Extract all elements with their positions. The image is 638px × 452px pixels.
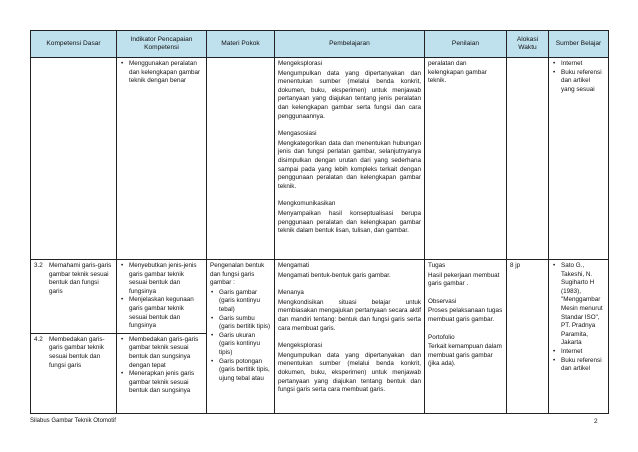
header-indikator: Indikator Pencapaian Kompetensi: [117, 31, 207, 58]
header-materi-pokok: Materi Pokok: [207, 31, 275, 58]
indikator-cell: [117, 260, 207, 334]
alokasi-cell: [507, 260, 549, 414]
assessment-text: Hasil pekerjaan membuat garis gambar .: [428, 271, 500, 288]
time-allocation: 8 jp: [510, 262, 521, 269]
alokasi-cell: [507, 58, 549, 260]
header-row: [31, 31, 609, 58]
penilaian-cell: [425, 58, 507, 260]
activity-heading: Mengamati: [278, 262, 310, 269]
activity-text: Menyampaikan hasil konseptualisasi berupa penggunaan peralatan dan kelengkapan gambar teknik dalam bentuk lisan, tulisan, dan gambar.: [278, 209, 421, 235]
activity-text: Mengkondisikan situasi belajar untuk membiasakan mengajukan pertanyaan secara aktif dan mandiri tentang: bentuk dan fungsi garis serta cara membuat garis.: [278, 298, 421, 332]
kd-cell: [31, 333, 117, 413]
kd-cell: [31, 260, 117, 334]
materi-intro: Pengenalan bentuk dan fungsi garis gambar :: [210, 262, 265, 287]
list-item: • Menggunakan peralatan dan kelengkapan gambar teknik dengan benar: [129, 60, 203, 86]
list-item: • Garis potongan (garis bertitik tipis, ujung tebal atau: [219, 358, 271, 384]
materi-cell: [207, 58, 275, 260]
header-sumber-belajar: Sumber Belajar: [549, 31, 609, 58]
list-item: • Garis gambar (garis kontinyu tebal): [219, 289, 271, 315]
list-item: • Garis sumbu (garis bertitik tipis): [219, 315, 271, 332]
list-item: • Menerapkan jenis garis gambar teknik sesuai bentuk dan sungsinya: [129, 370, 203, 396]
activity-heading: Mengkomunikasikan: [278, 200, 336, 208]
activity-heading: Mengeksplorasi: [278, 342, 323, 350]
table-row: [31, 58, 609, 260]
header-pembelajaran: Pembelajaran: [275, 31, 425, 58]
list-item: • Internet: [561, 348, 605, 357]
list-item: • Sato G., Takeshi, N. Sugiharto H (1983), "Menggambar Mesin menurut Standar ISO", PT. Pradnya Paramita, Jakarta: [561, 262, 605, 348]
kd-text: Membedakan garis-garis gambar teknik sesuai bentuk dan fungsi garis: [49, 335, 105, 369]
activity-heading: Mengasosiasi: [278, 130, 317, 138]
indikator-cell: [117, 333, 207, 413]
assessment-text: peralatan dan kelengkapan gambar teknik.: [428, 60, 487, 85]
list-item: • Buku referensi dan artikel yang sesuai: [561, 69, 605, 95]
list-item: • Garis ukuran (garis kontinyu tipis): [219, 332, 271, 358]
list-item: • Menyebutkan jenis-jenis garis gambar teknik sesuai bentuk dan fungsinya: [129, 262, 203, 296]
assessment-heading: Observasi: [428, 297, 457, 305]
indikator-cell: [117, 58, 207, 260]
sumber-cell: [549, 260, 609, 414]
list-item: • Membedakan garis-garis gambar teknik sesuai bentuk dan sungsinya dengan tepat: [129, 336, 203, 370]
kd-cell: [31, 58, 117, 260]
syllabus-table: [30, 30, 609, 414]
assessment-text: Proses pelaksanaan tugas membuat garis gambar.: [428, 307, 503, 323]
assessment-heading: Tugas: [428, 262, 446, 269]
materi-cell: [207, 260, 275, 414]
kd-number: 4.2: [34, 335, 43, 343]
header-kompetensi-dasar: Kompetensi Dasar: [31, 31, 117, 58]
activity-heading: Menanya: [278, 289, 304, 297]
assessment-text: Terkait kemampuan dalam membuat garis gambar (jika ada).: [428, 343, 502, 368]
penilaian-cell: [425, 260, 507, 414]
assessment-heading: Portofolio: [428, 333, 455, 341]
list-item: • Internet: [561, 60, 605, 69]
kd-text: Memahami garis-garis gambar teknik sesuai bentuk dan fungsi garis: [49, 262, 112, 295]
header-alokasi-waktu: Alokasi Waktu: [507, 31, 549, 58]
kd-number: 3.2: [34, 262, 43, 269]
list-item: • Menjelaskan kegunaan garis gambar teknik sesuai bentuk dan fungsinya: [129, 296, 203, 330]
list-item: • Buku referensi dan artikel: [561, 357, 605, 374]
activity-heading: Mengeksplorasi: [278, 60, 323, 67]
page-number: 2: [594, 418, 598, 425]
header-penilaian: Penilaian: [425, 31, 507, 58]
activity-text: Mengamati bentuk-bentuk garis gambar.: [278, 271, 391, 279]
activity-text: Mengkategorikan data dan menentukan hubungan jenis dan fungsi perlatan gambar, selanjutnyanya disimpulkan dengan urutan dari yang sederhana sampai pada yang lebih kompleks terkait dengan penggunaan peralatan dan kelengkapan gambar teknik.: [278, 139, 421, 190]
pembelajaran-cell: [275, 260, 425, 414]
sumber-cell: [549, 58, 609, 260]
activity-text: Mengumpulkan data yang dipertanyakan dan menentukan sumber (melalui benda konkrit, dokumen, buku, eksperimen) untuk menjawab pertanyaan yang diajukan tentang bentuk dan fungsi garis serta cara membuat garis.: [278, 351, 421, 394]
activity-text: Mengumpulkan data yang dipertanyakan dan menentukan sumber (melalui benda konkrit, dokumen, buku, eksperimen) untuk menjawab pertanyaan yang diajukan tentang jenis peralatan dan kelengkapan gambar serta fungsi dan cara penggunaannya.: [278, 69, 421, 120]
footer-title: Silabus Gambar Teknik Otomotif: [30, 418, 116, 424]
table-row: [31, 260, 609, 334]
pembelajaran-cell: [275, 58, 425, 260]
